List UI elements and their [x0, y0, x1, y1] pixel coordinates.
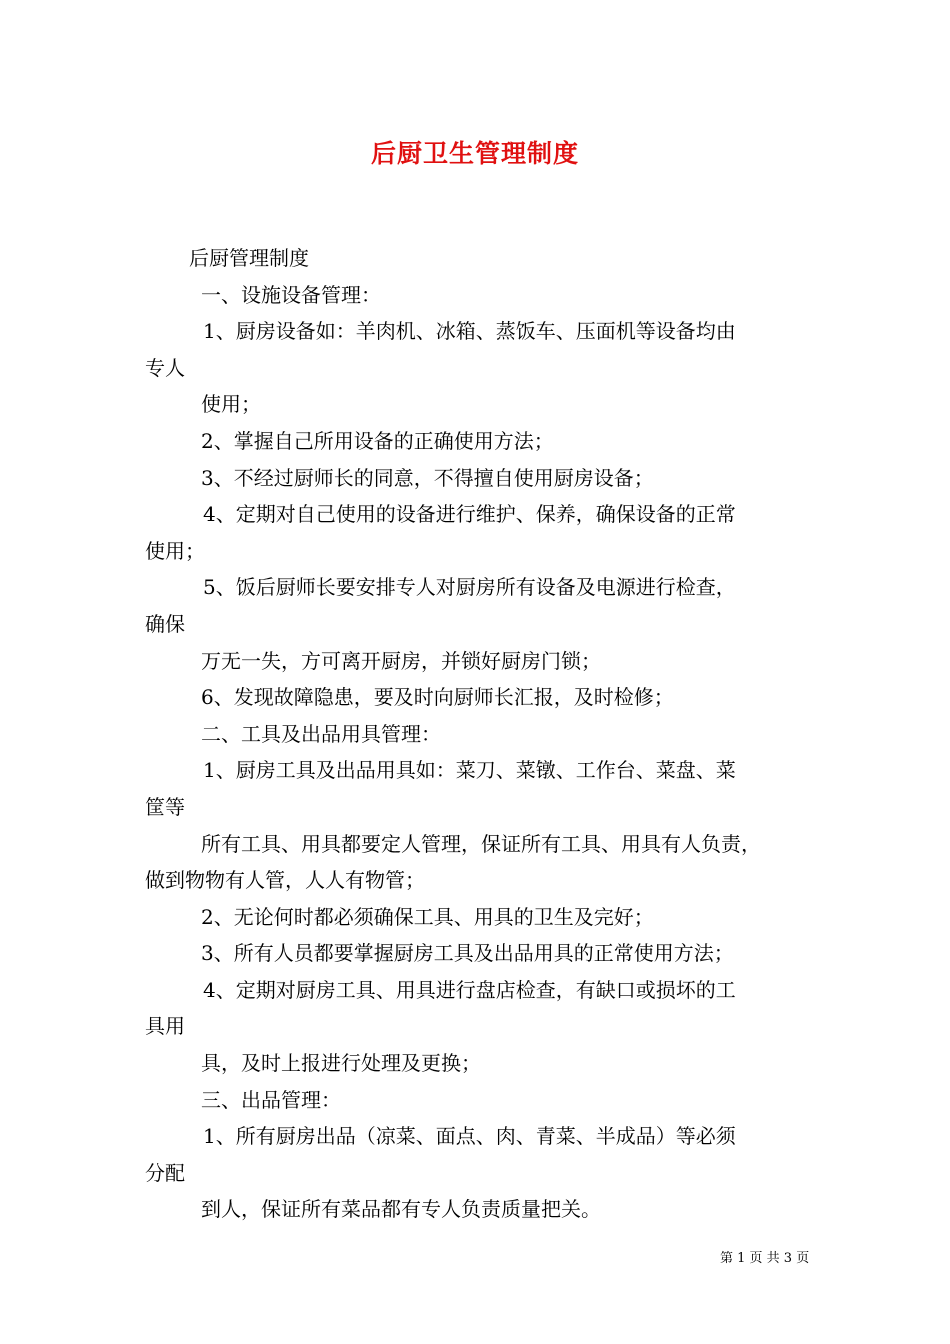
paragraph-line: 3、所有人员都要掌握厨房工具及出品用具的正常使用方法； — [201, 941, 734, 966]
paragraph-line: 5、饭后厨师长要安排专人对厨房所有设备及电源进行检查， — [203, 575, 736, 600]
paragraph-line: 筐等 — [145, 794, 185, 819]
subsection-heading: 三、出品管理： — [201, 1087, 341, 1112]
paragraph-line: 1、厨房设备如：羊肉机、冰箱、蒸饭车、压面机等设备均由 — [203, 319, 736, 344]
paragraph-line: 使用； — [201, 392, 261, 417]
paragraph-line: 到人，保证所有菜品都有专人负责质量把关。 — [201, 1197, 601, 1222]
paragraph-line: 专人 — [145, 355, 185, 380]
section-heading: 后厨管理制度 — [189, 246, 309, 270]
paragraph-line: 具用 — [145, 1014, 185, 1039]
document-body — [145, 240, 825, 1228]
paragraph-line: 6、发现故障隐患，要及时向厨师长汇报，及时检修； — [201, 685, 674, 710]
paragraph-line: 2、无论何时都必须确保工具、用具的卫生及完好； — [201, 904, 654, 929]
document-title: 后厨卫生管理制度 — [370, 139, 579, 168]
subsection-heading: 一、设施设备管理： — [201, 282, 381, 307]
paragraph-line: 4、定期对自己使用的设备进行维护、保养，确保设备的正常 — [203, 502, 736, 527]
paragraph-line: 4、定期对厨房工具、用具进行盘店检查，有缺口或损坏的工 — [203, 977, 736, 1002]
paragraph-line: 分配 — [145, 1160, 185, 1185]
page-number: 第 1 页 共 3 页 — [720, 1251, 810, 1266]
paragraph-line: 2、掌握自己所用设备的正确使用方法； — [201, 428, 554, 453]
paragraph-line: 具，及时上报进行处理及更换； — [201, 1051, 481, 1076]
paragraph-line: 1、厨房工具及出品用具如：菜刀、菜镦、工作台、菜盘、菜 — [203, 758, 736, 783]
paragraph-line: 3、不经过厨师长的同意，不得擅自使用厨房设备； — [201, 465, 654, 490]
paragraph-line: 做到物物有人管，人人有物管； — [145, 868, 425, 893]
paragraph-line: 万无一失，方可离开厨房，并锁好厨房门锁； — [201, 648, 601, 673]
paragraph-line: 使用； — [145, 538, 205, 563]
paragraph-line: 1、所有厨房出品（凉菜、面点、肉、青菜、半成品）等必须 — [203, 1124, 736, 1149]
paragraph-line: 所有工具、用具都要定人管理，保证所有工具、用具有人负责， — [201, 831, 761, 856]
paragraph-line: 确保 — [145, 611, 185, 636]
subsection-heading: 二、工具及出品用具管理： — [201, 721, 441, 746]
